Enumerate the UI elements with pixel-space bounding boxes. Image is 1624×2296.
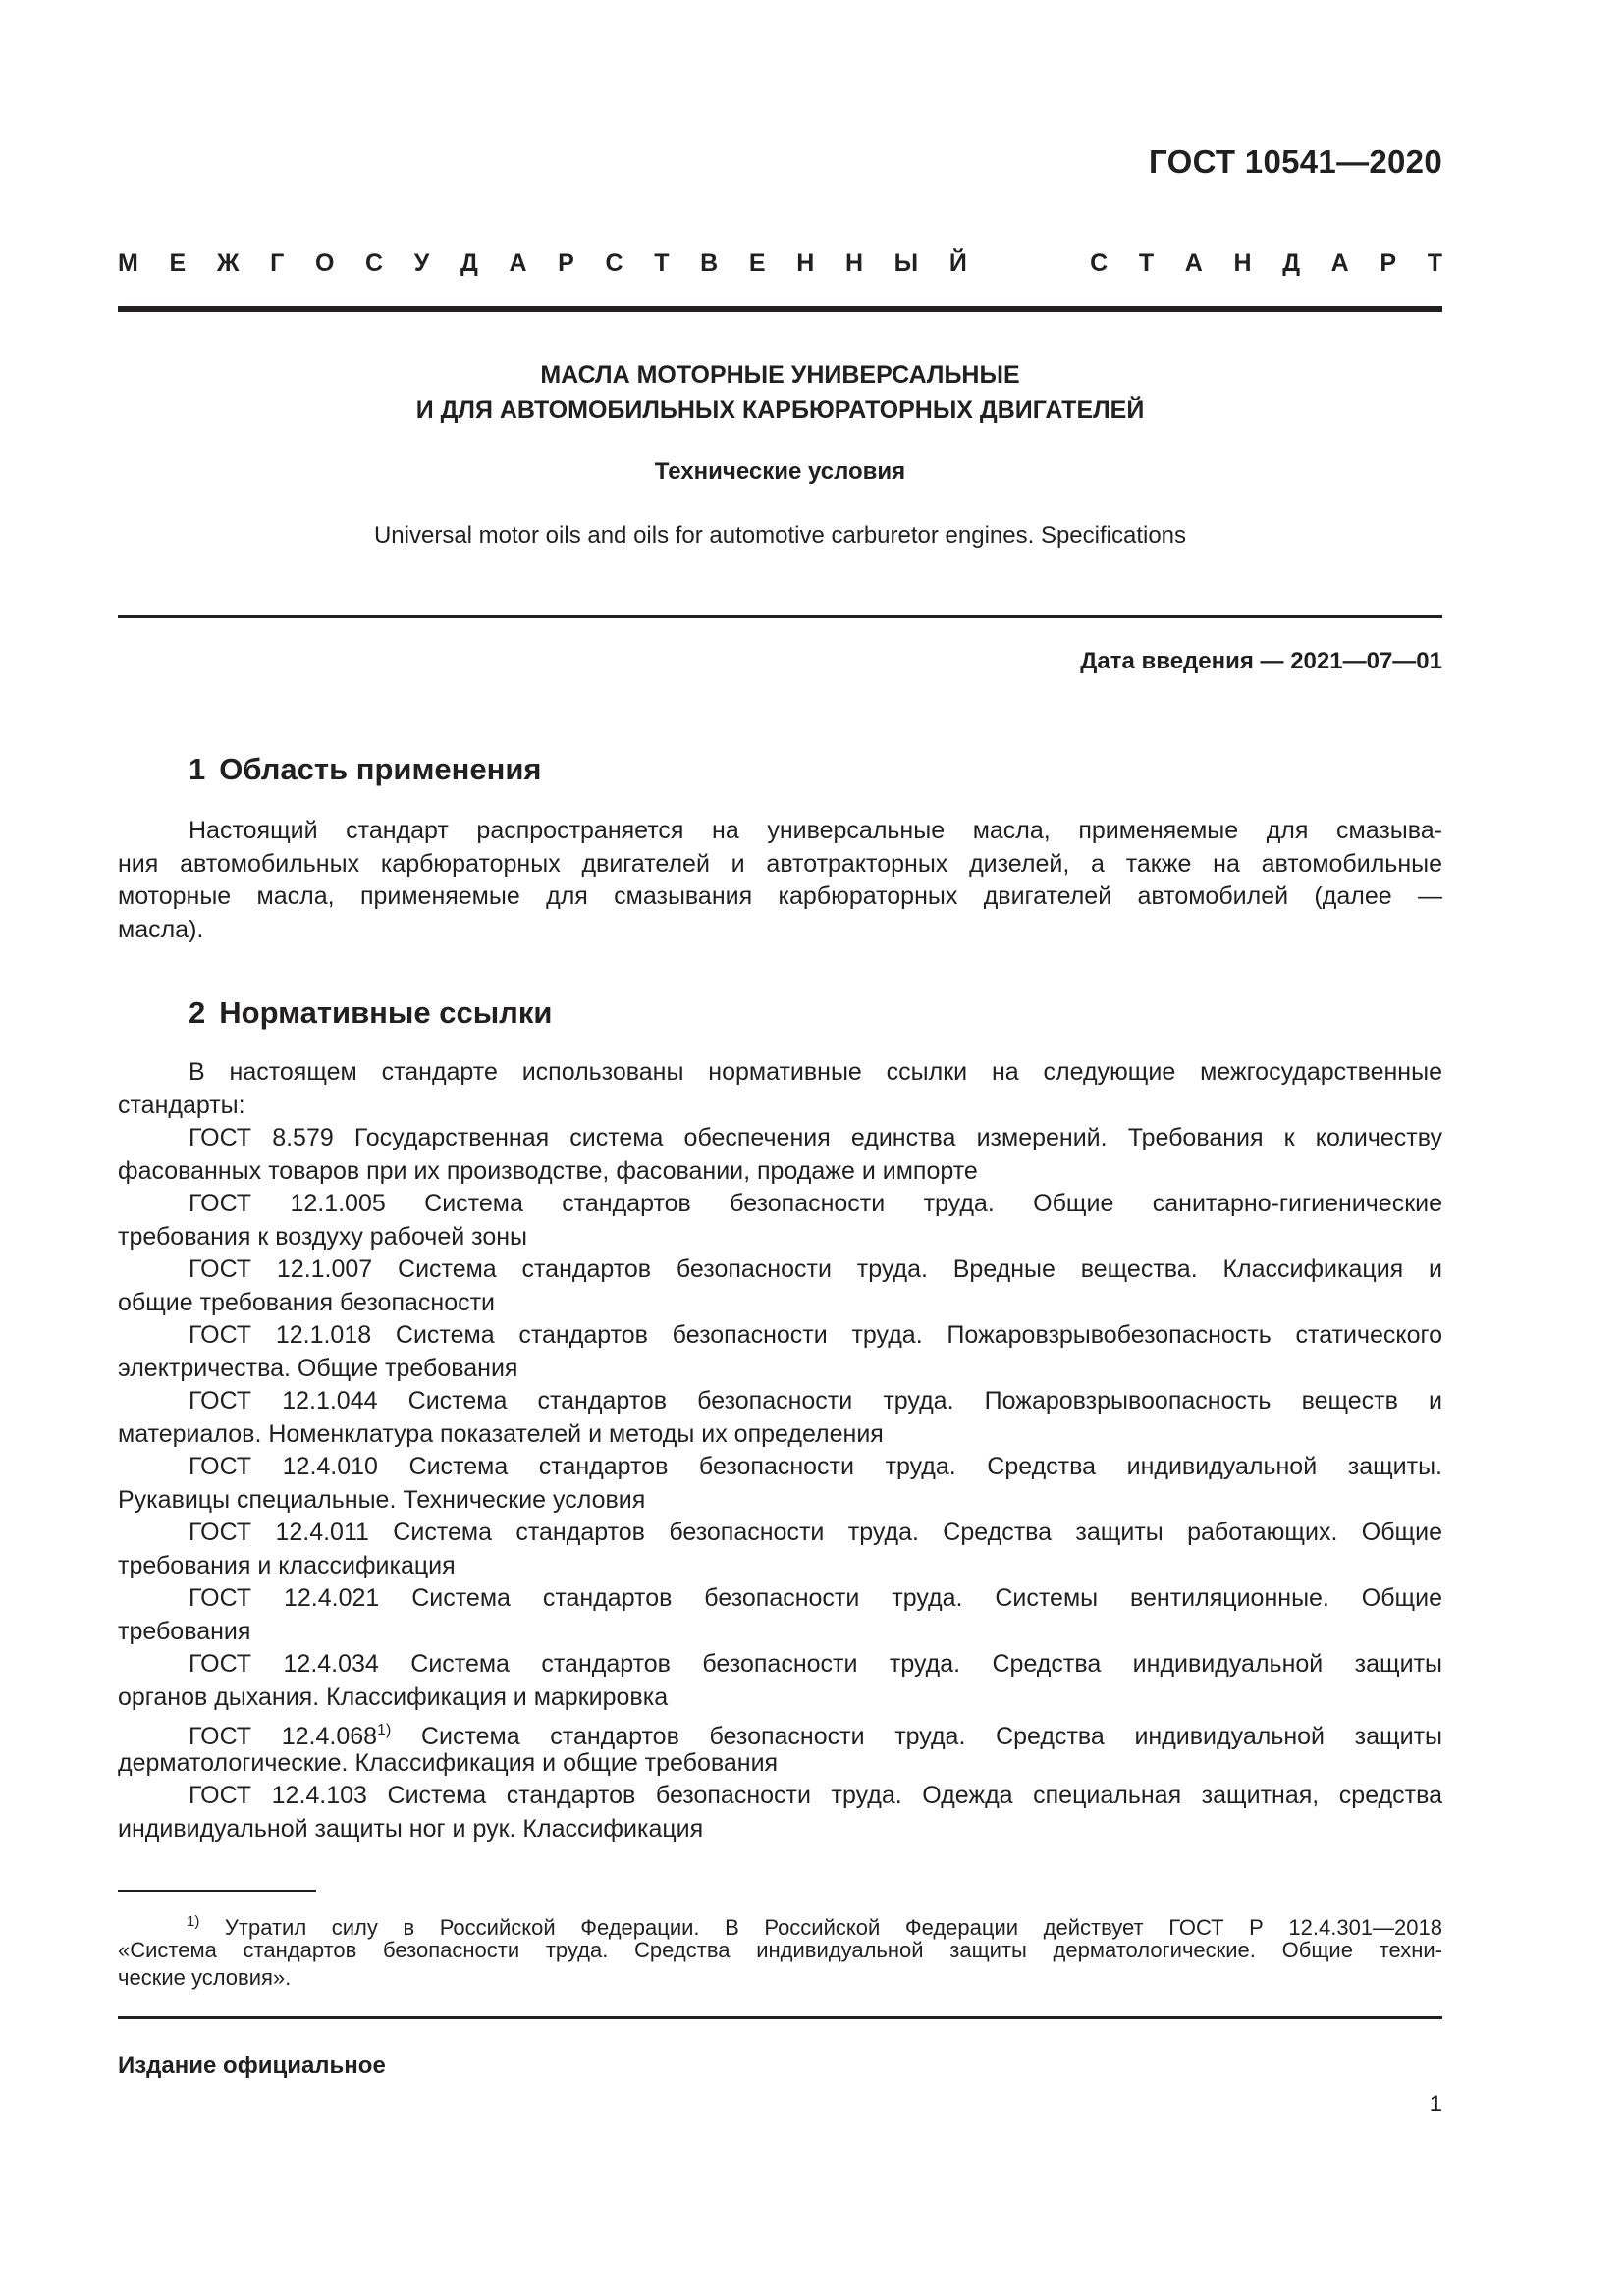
reference-code: ГОСТ 12.1.005: [189, 1190, 386, 1217]
section-title: Область применения: [219, 752, 542, 786]
interstate-standard-banner: [118, 249, 1442, 278]
reference-line: ГОСТ 12.1.018 Система стандартов безопасности труда. Пожаровзрывобезопасность статического: [189, 1321, 1443, 1349]
banner-letter: С: [365, 249, 384, 277]
reference-line: дерматологические. Классификация и общие требования: [118, 1748, 779, 1777]
paragraph-line: масла).: [118, 915, 204, 943]
section-heading-scope: [189, 752, 542, 787]
footnote-marker: 1): [187, 1913, 200, 1930]
banner-letter: О: [314, 249, 335, 277]
document-title: [118, 357, 1442, 428]
banner-letter: В: [700, 249, 719, 277]
banner-letter: Д: [1282, 249, 1300, 277]
footnote-line: «Система стандартов безопасности труда. Средства индивидуальной защиты дерматологические. Общие техни-: [118, 1937, 1442, 1962]
header-rule: [118, 306, 1442, 312]
banner-letter: Е: [748, 249, 766, 277]
introduction-date: Дата введения — 2021—07—01: [1080, 648, 1442, 674]
banner-letter: Й: [948, 249, 967, 277]
banner-letter: Ж: [216, 249, 240, 277]
reference-code: ГОСТ 12.4.034: [189, 1650, 379, 1678]
banner-letter: У: [413, 249, 430, 277]
paragraph-line: ния автомобильных карбюраторных двигателей и автотракторных дизелей, а также на автомобильные: [118, 849, 1442, 878]
reference-code: ГОСТ 8.579: [189, 1124, 334, 1151]
banner-letter: Н: [796, 249, 815, 277]
title-rule: [118, 615, 1442, 618]
reference-line: электричества. Общие требования: [118, 1354, 518, 1382]
title-line: И ДЛЯ АВТОМОБИЛЬНЫХ КАРБЮРАТОРНЫХ ДВИГАТЕЛЕЙ: [415, 397, 1145, 424]
paragraph-line: В настоящем стандарте использованы нормативные ссылки на следующие межгосударственные: [189, 1058, 1442, 1086]
reference-line: ГОСТ 12.1.044 Система стандартов безопасности труда. Пожаровзрывоопасность веществ и: [189, 1387, 1443, 1415]
reference-code: ГОСТ 12.4.021: [189, 1584, 380, 1612]
section-number: 2: [189, 995, 206, 1030]
footnote-line: ческие условия».: [118, 1965, 292, 1990]
banner-letter: Е: [169, 249, 187, 277]
banner-letter: Р: [1380, 249, 1397, 277]
reference-line: ГОСТ 12.1.005 Система стандартов безопасности труда. Общие санитарно-гигиенические: [189, 1190, 1442, 1217]
reference-code: ГОСТ 12.4.011: [189, 1519, 369, 1546]
reference-line: общие требования безопасности: [118, 1288, 496, 1316]
banner-letter: Р: [558, 249, 574, 277]
reference-line: ГОСТ 12.4.068$^{1)}$ Система стандартов безопасности труда. Средства индивидуальной защиты: [189, 1722, 1442, 1750]
banner-letter: Д: [460, 249, 478, 277]
banner-letter: Т: [654, 249, 670, 277]
reference-line: ГОСТ 12.4.034 Система стандартов безопасности труда. Средства индивидуальной защиты: [189, 1650, 1442, 1678]
reference-line: ГОСТ 12.4.010 Система стандартов безопасности труда. Средства индивидуальной защиты.: [189, 1453, 1442, 1480]
reference-line: ГОСТ 12.4.011 Система стандартов безопасности труда. Средства защиты работающих. Общие: [189, 1519, 1442, 1546]
reference-line: органов дыхания. Классификация и маркировка: [118, 1682, 669, 1711]
paragraph-line: Настоящий стандарт распространяется на универсальные масла, применяемые для смазыва-: [189, 817, 1442, 844]
banner-letter: Т: [1427, 249, 1442, 277]
reference-line: ГОСТ 12.4.103 Система стандартов безопасности труда. Одежда специальная защитная, средства: [189, 1782, 1442, 1809]
reference-line: ГОСТ 8.579 Государственная система обеспечения единства измерений. Требования к количеству: [189, 1124, 1442, 1151]
reference-line: индивидуальной защиты ног и рук. Классификация: [118, 1814, 704, 1842]
reference-line: требования и классификация: [118, 1551, 456, 1579]
banner-word-gap: [998, 249, 1058, 278]
reference-code: ГОСТ 12.1.018: [189, 1321, 372, 1349]
section-number: 1: [189, 752, 206, 786]
section-title: Нормативные ссылки: [219, 995, 553, 1030]
reference-code: ГОСТ 12.1.044: [189, 1387, 378, 1415]
section-scope-text: [118, 815, 1442, 946]
document-subtitle: Технические условия: [654, 458, 906, 485]
reference-code: ГОСТ 12.4.103: [189, 1782, 367, 1809]
reference-line: материалов. Номенклатура показателей и методы их определения: [118, 1419, 884, 1448]
footnote-line: $^{1)}$ Утратил силу в Российской Федерации. В Российской Федерации действует ГОСТ Р 12.4.301—2018: [187, 1913, 1442, 1940]
section-heading-references: [189, 995, 552, 1031]
footnote-separator: [118, 1890, 316, 1892]
banner-letter: А: [509, 249, 527, 277]
reference-line: ГОСТ 12.1.007 Система стандартов безопасности труда. Вредные вещества. Классификация и: [189, 1255, 1442, 1283]
banner-letter: Ы: [893, 249, 919, 277]
reference-code: ГОСТ 12.1.007: [189, 1255, 373, 1283]
banner-letter: А: [1330, 249, 1349, 277]
banner-letter: Н: [844, 249, 864, 277]
gost-number: ГОСТ 10541—2020: [1149, 143, 1442, 180]
reference-line: ГОСТ 12.4.021 Система стандартов безопасности труда. Системы вентиляционные. Общие: [189, 1584, 1442, 1612]
paragraph-line: стандарты:: [118, 1091, 245, 1119]
reference-code: ГОСТ 12.4.068: [189, 1723, 378, 1750]
footnote-marker[interactable]: 1): [377, 1722, 392, 1738]
footer-rule: [118, 2016, 1442, 2019]
page-number: 1: [1429, 2091, 1442, 2117]
reference-line: Рукавицы специальные. Технические условия: [118, 1485, 646, 1514]
banner-letter: Т: [1138, 249, 1155, 277]
reference-code: ГОСТ 12.4.010: [189, 1453, 378, 1480]
english-title: Universal motor oils and oils for automotive carburetor engines. Specifications: [373, 522, 1187, 549]
banner-letter: Н: [1233, 249, 1252, 277]
title-line: МАСЛА МОТОРНЫЕ УНИВЕРСАЛЬНЫЕ: [540, 361, 1020, 389]
banner-letter: С: [1090, 249, 1109, 277]
normative-references-list: [118, 1056, 1442, 1845]
banner-letter: Г: [270, 249, 285, 277]
footnote: [118, 1908, 1442, 1993]
banner-letter: С: [605, 249, 623, 277]
reference-line: требования к воздуху рабочей зоны: [118, 1222, 527, 1251]
banner-letter: А: [1184, 249, 1203, 277]
paragraph-line: моторные масла, применяемые для смазывания карбюраторных двигателей автомобилей (далее —: [118, 882, 1442, 910]
reference-line: фасованных товаров при их производстве, фасовании, продаже и импорте: [118, 1156, 978, 1185]
banner-letter: М: [118, 249, 138, 277]
reference-line: требования: [118, 1617, 251, 1645]
edition-label: Издание официальное: [118, 2053, 386, 2079]
